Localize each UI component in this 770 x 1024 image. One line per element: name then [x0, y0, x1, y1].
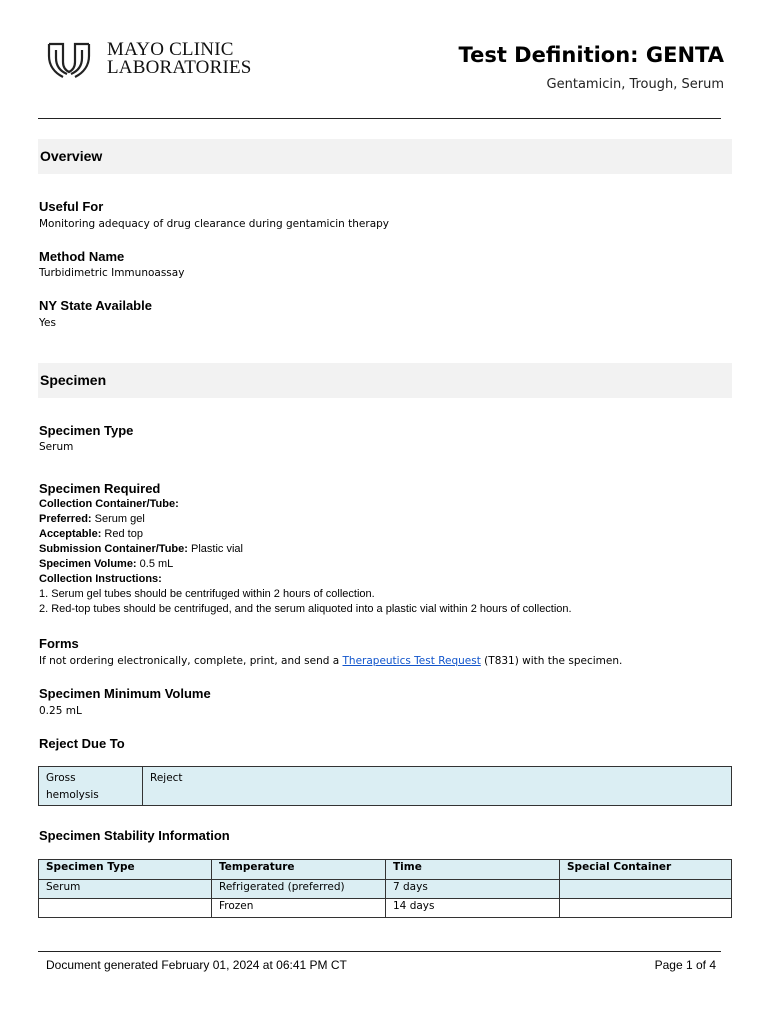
column-header: Temperature — [212, 860, 386, 880]
table-cell — [560, 880, 732, 899]
column-header: Time — [386, 860, 560, 880]
collection-instruction-1: 1. Serum gel tubes should be centrifuged within 2 hours of collection. — [39, 588, 375, 600]
forms-prefix: If not ordering electronically, complete, print, and send a — [39, 655, 343, 667]
specimen-type-value: Serum — [39, 441, 74, 453]
specimen-volume-label: Specimen Volume: — [39, 558, 137, 570]
reject-table — [38, 766, 732, 806]
specimen-volume-value: 0.5 mL — [139, 558, 174, 570]
generated-timestamp: Document generated February 01, 2024 at 06:41 PM CT — [46, 958, 347, 972]
table-row — [39, 899, 732, 918]
specimen-required-label: Specimen Required — [39, 481, 161, 496]
overview-heading: Overview — [40, 148, 103, 164]
method-name-label: Method Name — [39, 249, 125, 264]
therapeutics-test-request-link[interactable]: Therapeutics Test Request — [342, 655, 481, 667]
acceptable-value: Red top — [104, 528, 143, 540]
table-cell — [39, 899, 212, 918]
table-cell — [560, 899, 732, 918]
column-header: Specimen Type — [39, 860, 212, 880]
specimen-stability-table — [38, 859, 732, 918]
table-cell: 7 days — [386, 880, 560, 899]
specimen-type-label: Specimen Type — [39, 423, 134, 438]
collection-instructions-label: Collection Instructions: — [39, 573, 162, 585]
submission-container-label: Submission Container/Tube: — [39, 543, 188, 555]
reject-condition-cell: Gross hemolysis — [39, 767, 143, 806]
useful-for-value: Monitoring adequacy of drug clearance during gentamicin therapy — [39, 218, 390, 230]
specimen-stability-label: Specimen Stability Information — [39, 828, 230, 843]
table-cell: Refrigerated (preferred) — [212, 880, 386, 899]
table-row — [39, 767, 732, 806]
logo-line-2: LABORATORIES — [107, 57, 252, 78]
collection-instruction-2: 2. Red-top tubes should be centrifuged, and the serum aliquoted into a plastic vial within 2 hours of collection. — [39, 603, 572, 615]
table-cell: Frozen — [212, 899, 386, 918]
acceptable-label: Acceptable: — [39, 528, 102, 540]
specimen-section-header — [38, 363, 732, 398]
preferred-value: Serum gel — [94, 513, 145, 525]
useful-for-label: Useful For — [39, 199, 104, 214]
table-cell: Serum — [39, 880, 212, 899]
submission-container-value: Plastic vial — [190, 543, 243, 555]
overview-section-header — [38, 139, 732, 174]
preferred-label: Preferred: — [39, 513, 92, 525]
forms-suffix: (T831) with the specimen. — [480, 655, 623, 667]
specimen-required-details — [39, 497, 572, 617]
document-title: Test Definition: GENTA — [458, 43, 724, 67]
page-number: Page 1 of 4 — [654, 958, 716, 972]
header-divider — [38, 118, 721, 119]
column-header: Special Container — [560, 860, 732, 880]
minimum-volume-label: Specimen Minimum Volume — [39, 686, 211, 701]
mayo-shield-icon — [45, 40, 93, 80]
reject-action-cell: Reject — [143, 767, 732, 806]
method-name-value: Turbidimetric Immunoassay — [39, 267, 185, 279]
logo-line-1: MAYO CLINIC — [107, 39, 234, 60]
table-header-row — [39, 860, 732, 880]
forms-label: Forms — [39, 636, 79, 651]
table-row — [39, 880, 732, 899]
table-cell: 14 days — [386, 899, 560, 918]
collection-container-label: Collection Container/Tube: — [39, 498, 179, 510]
ny-state-value: Yes — [39, 317, 56, 329]
reject-due-to-label: Reject Due To — [39, 736, 125, 751]
footer-divider — [38, 951, 721, 952]
specimen-heading: Specimen — [40, 372, 107, 388]
minimum-volume-value: 0.25 mL — [39, 705, 82, 717]
ny-state-label: NY State Available — [39, 298, 152, 313]
forms-text — [39, 655, 622, 667]
document-subtitle: Gentamicin, Trough, Serum — [546, 77, 724, 92]
